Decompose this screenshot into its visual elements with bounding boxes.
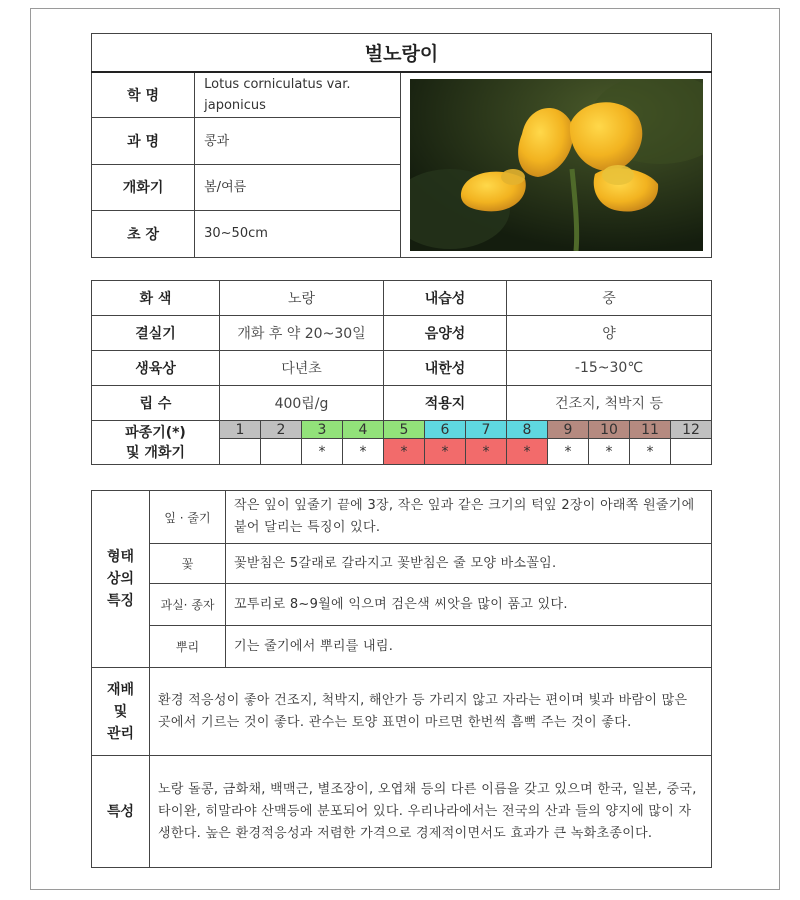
section-label-line: 재배 <box>106 681 135 698</box>
attr-value: 개화 후 약 20~30일 <box>220 316 384 351</box>
month-mark: * <box>507 439 548 465</box>
month-header: 2 <box>261 421 302 439</box>
morph-sub-label: 과실· 종자 <box>150 584 226 626</box>
morph-text: 꽃받침은 5갈래로 갈라지고 꽃받침은 줄 모양 바소꼴임. <box>226 544 712 584</box>
attr-key: 립 수 <box>92 386 220 421</box>
month-mark <box>261 439 302 465</box>
flower-illustration <box>410 79 703 251</box>
month-mark <box>220 439 261 465</box>
month-header: 7 <box>466 421 507 439</box>
info-value: Lotus corniculatus var. japonicus <box>195 72 401 118</box>
attr-value: -15~30℃ <box>507 351 712 386</box>
morph-sub-label: 뿌리 <box>150 626 226 668</box>
month-header: 9 <box>548 421 589 439</box>
month-header: 12 <box>671 421 712 439</box>
info-label: 과 명 <box>92 118 195 164</box>
month-header: 5 <box>384 421 425 439</box>
month-header: 1 <box>220 421 261 439</box>
plant-photo-cell <box>400 72 711 258</box>
month-mark: * <box>302 439 343 465</box>
morph-text: 꼬투리로 8~9월에 익으며 검은색 씨앗을 많이 품고 있다. <box>226 584 712 626</box>
morph-sub-label: 잎 · 줄기 <box>150 491 226 544</box>
month-mark: * <box>589 439 630 465</box>
info-value: 봄/여름 <box>195 164 401 210</box>
description-table <box>91 490 712 868</box>
attr-key: 적용지 <box>384 386 507 421</box>
season-label-line1: 파종기(*) <box>125 424 186 441</box>
month-header: 4 <box>343 421 384 439</box>
management-section-label <box>92 668 150 756</box>
month-mark: * <box>425 439 466 465</box>
month-mark: * <box>343 439 384 465</box>
section-label-line: 관리 <box>106 725 135 742</box>
morph-sub-label: 꽃 <box>150 544 226 584</box>
attributes-table <box>91 280 712 465</box>
management-text: 환경 적응성이 좋아 건조지, 척박지, 해안가 등 가리지 않고 자라는 편이며 빛과 바람이 많은 곳에서 기르는 것이 좋다. 관수는 토양 표면이 마르면 한번씩 흠뻑 주는 것이 좋다. <box>150 668 712 756</box>
attr-value: 400립/g <box>220 386 384 421</box>
plant-photo <box>410 79 703 251</box>
info-label: 초 장 <box>92 211 195 257</box>
info-label: 개화기 <box>92 164 195 210</box>
month-mark: * <box>630 439 671 465</box>
info-label: 학 명 <box>92 72 195 118</box>
attr-key: 화 색 <box>92 281 220 316</box>
season-label-line2: 및 개화기 <box>126 444 185 461</box>
month-header: 11 <box>630 421 671 439</box>
section-label-line: 상의 <box>106 571 135 587</box>
month-header: 8 <box>507 421 548 439</box>
feature-section-label: 특성 <box>92 756 150 868</box>
month-mark <box>671 439 712 465</box>
month-header: 10 <box>589 421 630 439</box>
morph-text: 작은 잎이 잎줄기 끝에 3장, 작은 잎과 같은 크기의 턱잎 2장이 아래쪽 원줄기에 붙어 달리는 특징이 있다. <box>226 491 712 544</box>
attr-key: 내한성 <box>384 351 507 386</box>
morphology-section-label <box>92 491 150 668</box>
feature-text: 노랑 돌콩, 금화채, 백맥근, 별조장이, 오엽채 등의 다른 이름을 갖고 있으며 한국, 일본, 중국, 타이완, 히말라야 산맥등에 분포되어 있다. 우리나라에서는 전국의 산과 들의 양지에 많이 자생한다. 높은 환경적응성과 저렴한 가격으로 경제적이면서도 효과가 큰 녹화초종이다. <box>150 756 712 868</box>
plant-info-card <box>91 33 712 258</box>
month-mark: * <box>466 439 507 465</box>
section-label-line: 특징 <box>106 593 135 609</box>
month-mark: * <box>548 439 589 465</box>
info-value: 콩과 <box>195 118 401 164</box>
month-mark: * <box>384 439 425 465</box>
section-label-line: 및 <box>113 703 128 720</box>
section-label-line: 형태 <box>106 549 135 565</box>
attr-key: 결실기 <box>92 316 220 351</box>
month-header: 6 <box>425 421 466 439</box>
morph-text: 기는 줄기에서 뿌리를 내림. <box>226 626 712 668</box>
attr-key: 생육상 <box>92 351 220 386</box>
info-value: 30~50cm <box>195 211 401 257</box>
season-label <box>92 421 220 465</box>
attr-value: 양 <box>507 316 712 351</box>
attr-value: 건조지, 척박지 등 <box>507 386 712 421</box>
attr-key: 음양성 <box>384 316 507 351</box>
attr-value: 다년초 <box>220 351 384 386</box>
attr-value: 노랑 <box>220 281 384 316</box>
attr-key: 내습성 <box>384 281 507 316</box>
attr-value: 중 <box>507 281 712 316</box>
month-header: 3 <box>302 421 343 439</box>
plant-title: 벌노랑이 <box>92 34 712 72</box>
